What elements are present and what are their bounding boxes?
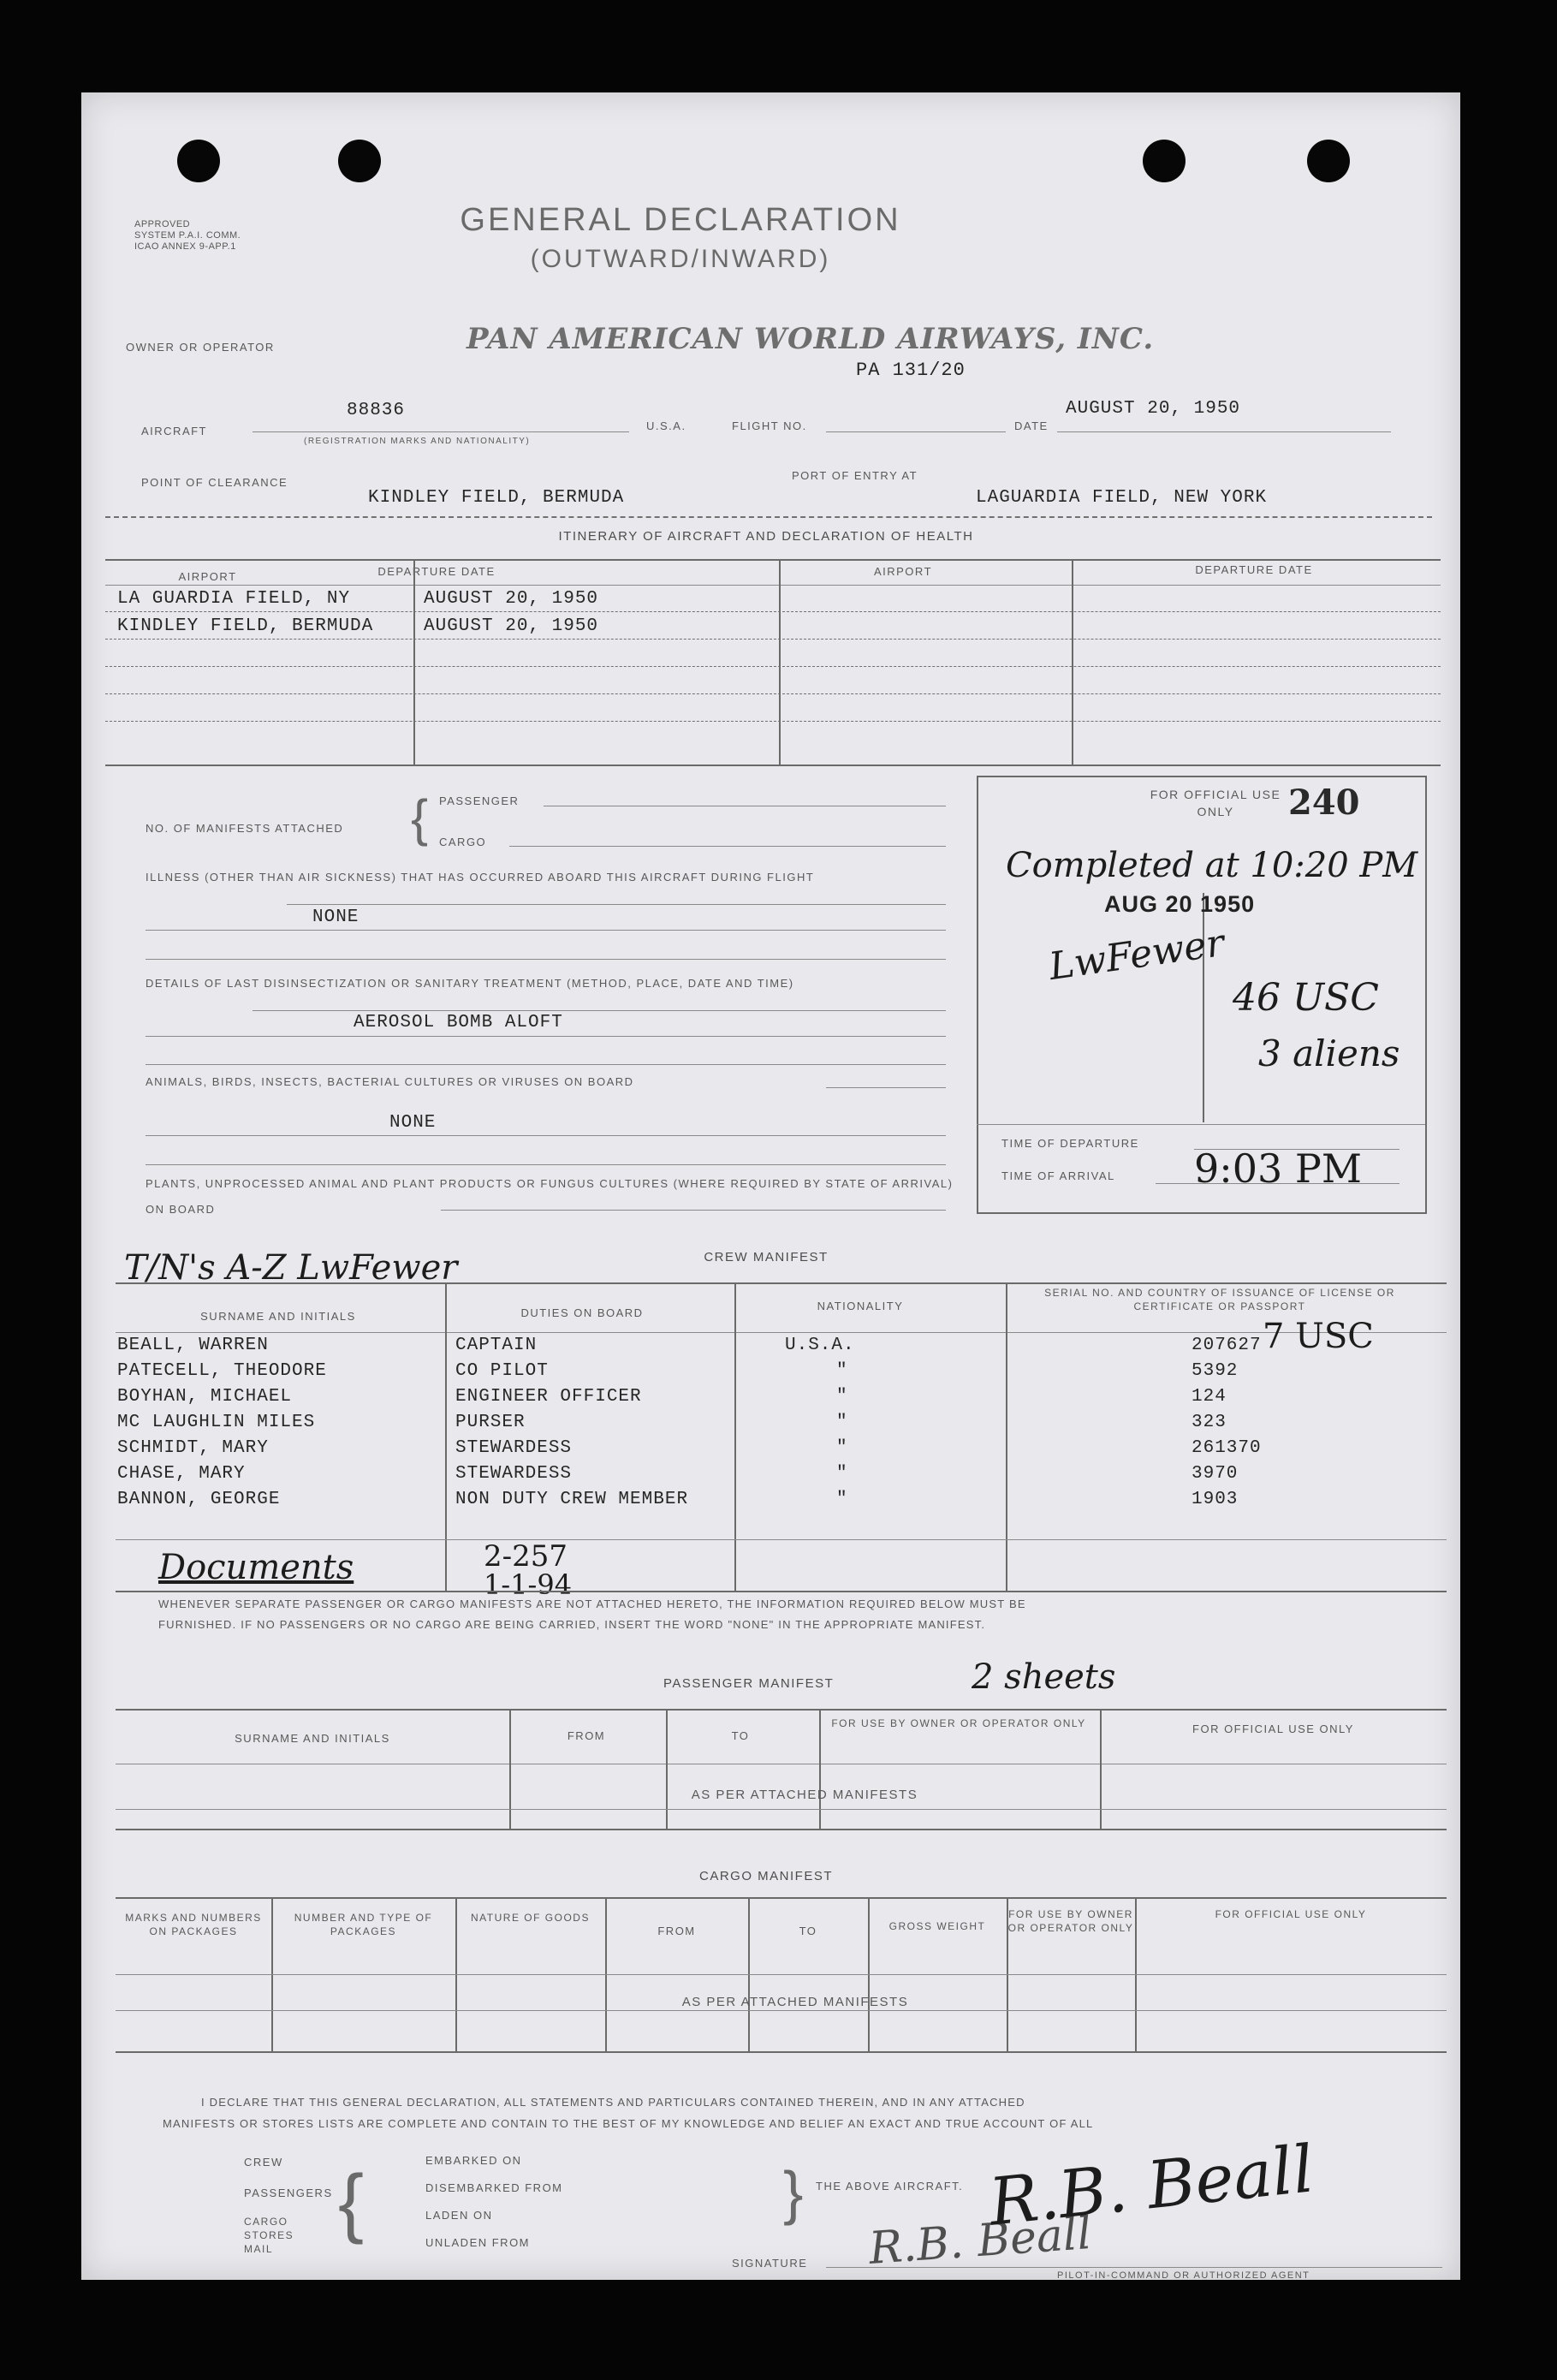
flight-no-label: FLIGHT NO. <box>732 419 807 432</box>
notice-line: FURNISHED. IF NO PASSENGERS OR NO CARGO ARE BEING CARRIED, INSERT THE WORD "NONE" IN THE APPROPRIATE MANIFEST. <box>158 1618 986 1631</box>
itinerary-date: AUGUST 20, 1950 <box>424 589 599 609</box>
approval-line: SYSTEM P.A.I. COMM. <box>134 230 241 241</box>
crew-duty: STEWARDESS <box>455 1438 573 1458</box>
crew-serial: 261370 <box>1192 1438 1262 1458</box>
passenger-manifest-body: AS PER ATTACHED MANIFESTS <box>691 1788 918 1802</box>
crew-nationality: " <box>836 1361 848 1381</box>
date-label: DATE <box>1014 419 1049 432</box>
declaration-form <box>81 92 1460 2280</box>
flight-ref: PA 131/20 <box>856 360 966 381</box>
cargo-col: TO <box>799 1925 817 1937</box>
itinerary-airport: KINDLEY FIELD, BERMUDA <box>117 616 374 636</box>
crew-name: SCHMIDT, MARY <box>117 1438 269 1458</box>
punch-hole <box>1307 140 1350 182</box>
disinsect-value: AEROSOL BOMB ALOFT <box>354 1013 563 1032</box>
departure-time-label: TIME OF DEPARTURE <box>1001 1137 1139 1150</box>
plants-label: PLANTS, UNPROCESSED ANIMAL AND PLANT PRODUCTS OR FUNGUS CULTURES (WHERE REQUIRED BY STATE OF ARRIVAL) ON BOARD <box>146 1177 954 1216</box>
entry-value: LAGUARDIA FIELD, NEW YORK <box>976 488 1268 508</box>
itinerary-date: AUGUST 20, 1950 <box>424 616 599 636</box>
crew-col-duties: DUTIES ON BOARD <box>520 1306 644 1319</box>
crew-nationality: " <box>836 1464 848 1484</box>
form-subtitle: (OUTWARD/INWARD) <box>530 245 831 273</box>
decl-item: PASSENGERS <box>244 2187 333 2199</box>
punch-hole <box>338 140 381 182</box>
completed-note: Completed at 10:20 PM <box>1006 846 1418 885</box>
crew-duty: CO PILOT <box>455 1361 549 1381</box>
aircraft-label: AIRCRAFT <box>141 425 207 437</box>
entry-label: PORT OF ENTRY AT <box>792 469 918 482</box>
clearance-label: POINT OF CLEARANCE <box>141 476 288 489</box>
cargo-manifest-body: AS PER ATTACHED MANIFESTS <box>681 1995 909 2009</box>
passenger-manifest-title: PASSENGER MANIFEST <box>663 1676 835 1691</box>
approval-line: APPROVED <box>134 219 191 229</box>
cargo-manifest-title: CARGO MANIFEST <box>698 1869 833 1883</box>
crew-name: BEALL, WARREN <box>117 1336 269 1355</box>
owner-label: OWNER OR OPERATOR <box>126 341 275 354</box>
crew-serial: 1903 <box>1192 1490 1239 1509</box>
crew-duty: ENGINEER OFFICER <box>455 1387 642 1407</box>
illness-value: NONE <box>312 907 360 927</box>
crew-nationality: " <box>836 1413 848 1432</box>
date-value: AUGUST 20, 1950 <box>1066 399 1241 419</box>
crew-col-surname: SURNAME AND INITIALS <box>200 1310 356 1323</box>
pilot-label: PILOT-IN-COMMAND OR AUTHORIZED AGENT <box>1057 2270 1310 2281</box>
passenger-label: PASSENGER <box>439 794 520 807</box>
crew-manifest-title: CREW MANIFEST <box>704 1250 829 1264</box>
cargo-col: FOR USE BY OWNER OR OPERATOR ONLY <box>1007 1908 1134 1934</box>
approval-note <box>134 219 241 253</box>
passenger-col-official: FOR OFFICIAL USE ONLY <box>1192 1723 1354 1735</box>
itinerary-col-departure-2: DEPARTURE DATE <box>1195 563 1313 576</box>
clearance-value: KINDLEY FIELD, BERMUDA <box>368 488 625 508</box>
arrival-time-label: TIME OF ARRIVAL <box>1001 1169 1115 1182</box>
crew-duty: NON DUTY CREW MEMBER <box>455 1490 689 1509</box>
decl-item: MAIL <box>244 2243 274 2255</box>
approval-line: ICAO ANNEX 9-APP.1 <box>134 241 236 252</box>
crew-name: BOYHAN, MICHAEL <box>117 1387 293 1407</box>
documents-note: Documents <box>158 1548 354 1587</box>
cargo-col: FOR OFFICIAL USE ONLY <box>1215 1908 1367 1920</box>
manifests-label: NO. OF MANIFESTS ATTACHED <box>146 822 344 835</box>
captain-signature-2: R.B. Beall <box>867 2207 1093 2276</box>
crew-serial: 207627 <box>1192 1336 1262 1355</box>
passenger-col-to: TO <box>731 1729 750 1742</box>
disinsect-label: DETAILS OF LAST DISINSECTIZATION OR SANITARY TREATMENT (METHOD, PLACE, DATE AND TIME) <box>146 977 794 990</box>
table-row <box>117 1438 1444 1464</box>
owner-value: PAN AMERICAN WORLD AIRWAYS, INC. <box>467 322 1155 356</box>
crew-nationality: " <box>836 1438 848 1458</box>
notice-line: WHENEVER SEPARATE PASSENGER OR CARGO MANIFESTS ARE NOT ATTACHED HERETO, THE INFORMATION REQUIRED BELOW MUST BE <box>158 1598 1026 1610</box>
brace: } <box>783 2159 804 2226</box>
passenger-col-surname: SURNAME AND INITIALS <box>235 1732 390 1745</box>
official-use-label: FOR OFFICIAL USE ONLY <box>1150 788 1281 818</box>
decl-item: CREW <box>244 2156 283 2169</box>
itinerary-col-departure: DEPARTURE DATE <box>377 565 496 578</box>
passenger-manifest-note: 2 sheets <box>972 1657 1116 1697</box>
table-row <box>117 1387 1444 1413</box>
crew-col-serial: SERIAL NO. AND COUNTRY OF ISSUANCE OF LICENSE OR CERTIFICATE OR PASSPORT <box>1044 1287 1395 1312</box>
aircraft-phrase: THE ABOVE AIRCRAFT. <box>816 2180 964 2193</box>
declaration-text: I DECLARE THAT THIS GENERAL DECLARATION, ALL STATEMENTS AND PARTICULARS CONTAINED THEREIN, AND IN ANY ATTACHED <box>201 2096 1025 2109</box>
illness-label: ILLNESS (OTHER THAN AIR SICKNESS) THAT HAS OCCURRED ABOARD THIS AIRCRAFT DURING FLIGHT <box>146 871 815 884</box>
crew-duty: STEWARDESS <box>455 1464 573 1484</box>
documents-number: 1-1-94 <box>484 1568 573 1601</box>
aircraft-value: 88836 <box>347 401 406 420</box>
crew-name: MC LAUGHLIN MILES <box>117 1413 316 1432</box>
arrival-time-value: 9:03 PM <box>1194 1145 1362 1192</box>
crew-name: BANNON, GEORGE <box>117 1490 281 1509</box>
cargo-label: CARGO <box>439 836 487 848</box>
count-citizens: 46 USC <box>1233 976 1379 1020</box>
crew-serial: 124 <box>1192 1387 1227 1407</box>
decl-action: DISEMBARKED FROM <box>425 2181 563 2194</box>
decl-action: UNLADEN FROM <box>425 2236 531 2249</box>
table-row <box>117 1361 1444 1387</box>
crew-serial: 3970 <box>1192 1464 1239 1484</box>
crew-serial: 323 <box>1192 1413 1227 1432</box>
decl-item: STORES <box>244 2229 294 2241</box>
brace: { <box>338 2160 365 2246</box>
animals-value: NONE <box>389 1113 437 1133</box>
crew-nationality: " <box>836 1387 848 1407</box>
crew-col-nationality: NATIONALITY <box>817 1300 904 1312</box>
itinerary-airport: LA GUARDIA FIELD, NY <box>117 589 351 609</box>
itinerary-title: ITINERARY OF AIRCRAFT AND DECLARATION OF HEALTH <box>558 529 974 544</box>
crew-serial: 5392 <box>1192 1361 1239 1381</box>
crew-duty: CAPTAIN <box>455 1336 538 1355</box>
crew-nationality: " <box>836 1490 848 1509</box>
crew-serial-note: 7 USC <box>1263 1317 1374 1356</box>
cargo-col: GROSS WEIGHT <box>888 1920 986 1932</box>
crew-name: CHASE, MARY <box>117 1464 246 1484</box>
declaration-text: MANIFESTS OR STORES LISTS ARE COMPLETE AND CONTAIN TO THE BEST OF MY KNOWLEDGE AND BELIEF AN EXACT AND TRUE ACCOUNT OF ALL <box>163 2117 1094 2130</box>
animals-label: ANIMALS, BIRDS, INSECTS, BACTERIAL CULTURES OR VIRUSES ON BOARD <box>146 1075 634 1088</box>
captain-signature: R.B. Beall <box>985 2130 1317 2240</box>
crew-handwritten-note: T/N's A-Z LwFewer <box>124 1248 458 1288</box>
itinerary-col-airport: AIRPORT <box>178 570 237 583</box>
crew-duty: PURSER <box>455 1413 526 1432</box>
documents-number: 2-257 <box>484 1539 568 1574</box>
table-row <box>117 1413 1444 1438</box>
punch-hole <box>177 140 220 182</box>
table-row <box>117 1336 1444 1361</box>
punch-hole <box>1143 140 1186 182</box>
decl-action: LADEN ON <box>425 2209 493 2222</box>
official-number: 240 <box>1288 782 1360 823</box>
registration-note: (REGISTRATION MARKS AND NATIONALITY) <box>304 437 531 446</box>
table-row <box>117 1464 1444 1490</box>
count-aliens: 3 aliens <box>1258 1032 1400 1074</box>
stamp-date: AUG 20 1950 <box>1104 891 1256 917</box>
cargo-col: FROM <box>657 1925 696 1937</box>
decl-item: CARGO <box>244 2216 288 2228</box>
form-title: GENERAL DECLARATION <box>460 202 901 238</box>
crew-nationality: U.S.A. <box>785 1336 855 1355</box>
usa-label: U.S.A. <box>646 419 686 432</box>
decl-action: EMBARKED ON <box>425 2154 522 2167</box>
brace: { <box>411 789 429 847</box>
itinerary-col-airport-2: AIRPORT <box>873 565 933 578</box>
cargo-col: NUMBER AND TYPE OF PACKAGES <box>294 1912 433 1937</box>
passenger-col-from: FROM <box>567 1729 606 1742</box>
cargo-col: NATURE OF GOODS <box>471 1912 590 1924</box>
crew-name: PATECELL, THEODORE <box>117 1361 327 1381</box>
cargo-col: MARKS AND NUMBERS ON PACKAGES <box>125 1912 262 1937</box>
table-row <box>117 1490 1444 1515</box>
official-initials: LwFewer <box>1046 920 1227 990</box>
passenger-col-owner: FOR USE BY OWNER OR OPERATOR ONLY <box>831 1717 1086 1729</box>
signature-label: SIGNATURE <box>732 2257 808 2270</box>
